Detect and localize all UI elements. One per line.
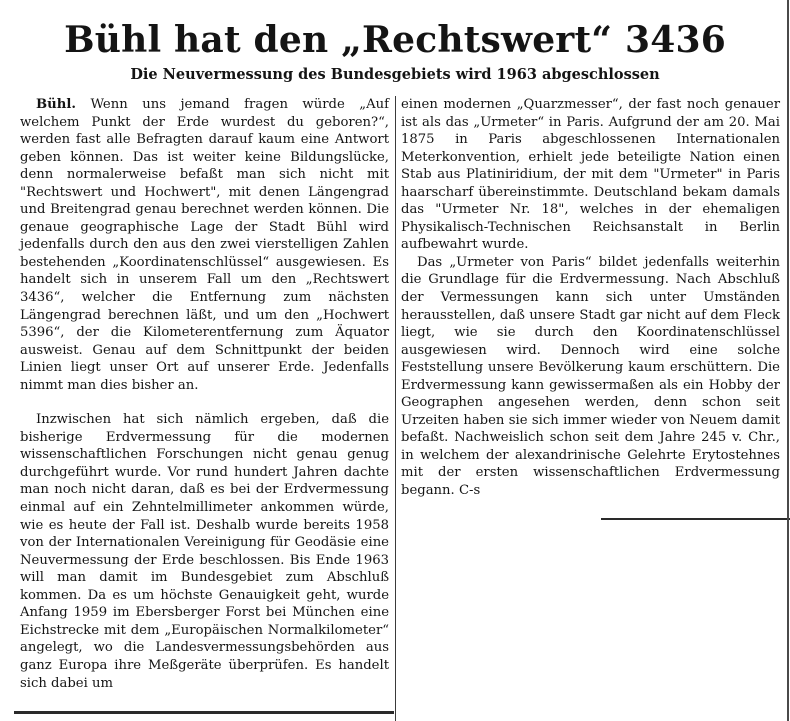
author-signature: C-s [458, 483, 481, 499]
paragraph-4 [401, 254, 780, 500]
paragraph-1-text: Wenn uns jemand fragen würde „Auf welchem Punkt der Erde wurdest du geboren?“, werden fast alle Befragten darauf kaum eine Antwort geben können. Das ist weiter keine Bildungslücke, denn normalerweise befaßt man sich nicht mit "Rechtswert und Hochwert", mit denen Längengrad und Breitengrad genau berechnet werden können. Die genaue geographische Lage der Stadt Bühl wird jedenfalls durch den aus den zwei vierstelligen Zahlen bestehenden „Koordinatenschlüssel“ ausgewiesen. Es handelt sich in unserem Fall um den „Rechtswert 3436“, welcher die Entfernung zum nächsten Längengrad berechnen läßt, und um den „Hochwert 5396“, der die Kilometerentfernung zum Äquator ausweist. Genau auf dem Schnittpunkt der beiden Linien liegt unser Ort auf unserer Erde. Jedenfalls nimmt man dies bisher an. [20, 97, 389, 393]
paragraph-1 [20, 96, 389, 394]
clipping-edge [787, 0, 789, 721]
dateline: Bühl. [36, 97, 76, 112]
bottom-rule [14, 711, 394, 714]
headline: Bühl hat den „Rechtswert“ 3436 [64, 19, 726, 61]
column-divider [395, 96, 396, 721]
left-column [20, 96, 389, 692]
subheadline: Die Neuvermessung des Bundesgebiets wird 1963 abgeschlossen [130, 66, 660, 83]
right-column [401, 96, 780, 500]
paragraph-4-text: Das „Urmeter von Paris“ bildet jedenfalls weiterhin die Grundlage für die Erdvermessung. Nach Abschluß der Vermessungen kann sich unter Umständen herausstellen, daß unsere Stadt gar nicht auf dem Fleck liegt, wie sie durch den Koordinatenschlüssel ausgewiesen wird. Dennoch wird eine solche Feststellung unsere Bevölkerung kaum erschüttern. Die Erdvermessung kann gewissermaßen als ein Hobby der Geographen angesehen werden, denn schon seit Urzeiten haben sie sich immer wieder von Neuem damit befaßt. Nachweislich schon seit dem Jahre 245 v. Chr., in welchem der alexandrinische Gelehrte Erytostehnes mit der ersten wissenschaftlichen Erdvermessung begann. [401, 254, 780, 499]
paragraph-2: Inzwischen hat sich nämlich ergeben, daß die bisherige Erdvermessung für die modernen wissenschaftlichen Forschungen nicht genau genug durchgeführt wurde. Vor rund hundert Jahren dachte man noch nicht daran, daß es bei der Erdvermessung einmal auf ein Zehntelmillimeter ankommen würde, wie es heute der Fall ist. Deshalb wurde bereits 1958 von der Internationalen Vereinigung für Geodäsie eine Neuvermessung der Erde beschlossen. Bis Ende 1963 will man damit im Bundesgebiet zum Abschluß kommen. Da es um höchste Genauigkeit geht, wurde Anfang 1959 im Ebersberger Forst bei München eine Eichstrecke mit dem „Europäischen Normalkilometer“ angelegt, wo die Landesvermessungsbehörden aus ganz Europa ihre Meßgeräte überprüfen. Es handelt sich dabei um [20, 412, 389, 691]
paragraph-3: einen modernen „Quarzmesser“, der fast noch genauer ist als das „Urmeter“ in Paris. Aufgrund der am 20. Mai 1875 in Paris abgeschlossenen Internationalen Meterkonvention, erhielt jede beteiligte Nation einen Stab aus Platiniridium, der mit dem "Urmeter" in Paris haarscharf übereinstimmte. Deutschland bekam damals das "Urmeter Nr. 18", welches in der ehemaligen Physikalisch-Technischen Reichsanstalt in Berlin aufbewahrt wurde. [401, 97, 780, 253]
end-rule [601, 518, 790, 520]
